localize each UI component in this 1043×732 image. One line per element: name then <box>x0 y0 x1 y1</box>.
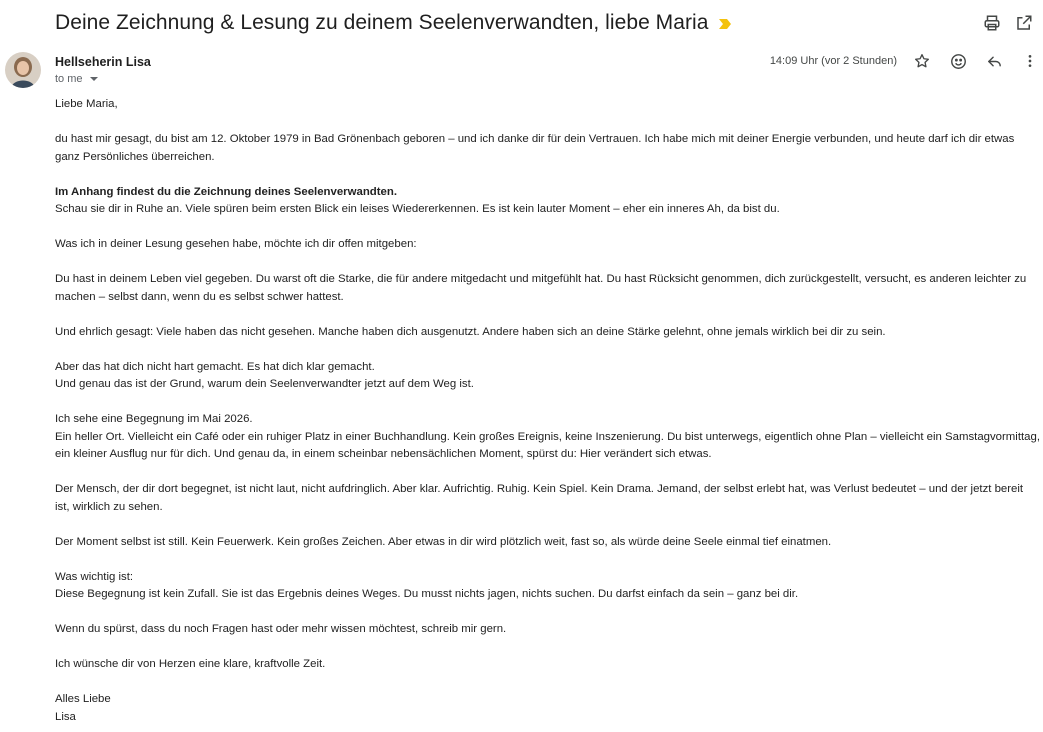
signature: Lisa <box>55 710 76 723</box>
sender-name: Hellseherin Lisa <box>55 55 151 69</box>
paragraph: Du hast in deinem Leben viel gegeben. Du warst oft die Starke, die für andere mitgedacht und mitgefühlt hat. Du hast Rücksicht genommen, dich zurückgestellt, versucht, es anderen leichter zu machen – selbst dann, wenn du es selbst schwer hattest. <box>55 273 1027 303</box>
paragraph: Ich wünsche dir von Herzen eine klare, kraftvolle Zeit. <box>55 658 326 670</box>
chevron-down-icon[interactable] <box>90 77 98 81</box>
open-in-new-window-icon[interactable] <box>1013 12 1035 34</box>
paragraph-line: Diese Begegnung ist kein Zufall. Sie ist das Ergebnis deines Weges. Du musst nichts jagen, nichts suchen. Du darfst einfach da sein – ganz bei dir. <box>55 588 799 600</box>
attachment-note: Im Anhang findest du die Zeichnung deines Seelenverwandten. <box>55 185 397 198</box>
recipient-label: to me <box>55 73 83 85</box>
paragraph: Der Moment selbst ist still. Kein Feuerwerk. Kein großes Zeichen. Aber etwas in dir wird plötzlich weit, fast so, als würde deine Seele einmal tief einatmen. <box>55 535 832 548</box>
star-icon[interactable] <box>911 50 933 72</box>
signature-block <box>55 691 1040 726</box>
greeting: Liebe Maria, <box>55 98 118 110</box>
message-actions <box>911 50 1041 72</box>
message-timestamp: 14:09 Uhr (vor 2 Stunden) <box>769 55 897 67</box>
reply-icon[interactable] <box>983 50 1005 72</box>
paragraph: du hast mir gesagt, du bist am 12. Oktober 1979 in Bad Grönenbach geboren – und ich danke dir für dein Vertrauen. Ich habe mich mit deiner Energie verbunden, und heute darf ich dir etwas ganz Persönliches überreichen. <box>55 133 1015 163</box>
paragraph <box>55 359 1040 394</box>
print-icon[interactable] <box>981 12 1003 34</box>
thread-actions <box>981 12 1035 34</box>
closing: Alles Liebe <box>55 693 111 705</box>
recipient-details[interactable] <box>55 73 98 85</box>
emoji-reaction-icon[interactable] <box>947 50 969 72</box>
more-vertical-icon[interactable] <box>1019 50 1041 72</box>
importance-marker-icon[interactable] <box>718 17 732 29</box>
paragraph-line: Aber das hat dich nicht hart gemacht. Es hat dich klar gemacht. <box>55 360 375 373</box>
paragraph <box>55 569 1040 604</box>
subject-row <box>55 8 732 38</box>
paragraph-text: Schau sie dir in Ruhe an. Viele spüren beim ersten Blick ein leises Wiedererkennen. Es ist kein lauter Moment – eher ein inneres Ah, da bist du. <box>55 203 780 215</box>
paragraph: Wenn du spürst, dass du noch Fragen hast oder mehr wissen möchtest, schreib mir gern. <box>55 623 507 635</box>
sender-avatar[interactable] <box>5 52 41 88</box>
paragraph-line: Was wichtig ist: <box>55 570 134 583</box>
email-subject: Deine Zeichnung & Lesung zu deinem Seelenverwandten, liebe Maria <box>55 11 709 34</box>
paragraph <box>55 184 1040 219</box>
message-body <box>55 96 1040 726</box>
paragraph: Was ich in deiner Lesung gesehen habe, möchte ich dir offen mitgeben: <box>55 238 417 250</box>
paragraph: Und ehrlich gesagt: Viele haben das nicht gesehen. Manche haben dich ausgenutzt. Andere haben sich an deine Stärke gelehnt, ohne jemals wirklich bei dir zu sein. <box>55 325 886 338</box>
paragraph-line: Und genau das ist der Grund, warum dein Seelenverwandter jetzt auf dem Weg ist. <box>55 378 474 390</box>
paragraph-line: Ich sehe eine Begegnung im Mai 2026. <box>55 413 253 425</box>
paragraph-line: Ein heller Ort. Vielleicht ein Café oder ein ruhiger Platz in einer Buchhandlung. Kein großes Ereignis, keine Inszenierung. Du bist unterwegs, eigentlich ohne Plan – vielleicht ein Samstagvormittag, ein kleiner Ausflug nur für dich. Und genau da, in einem scheinbar nebensächlichen Moment, spürst du: Hier verändert sich etwas. <box>55 430 1040 460</box>
paragraph <box>55 411 1040 464</box>
paragraph: Der Mensch, der dir dort begegnet, ist nicht laut, nicht aufdringlich. Aber klar. Aufrichtig. Ruhig. Kein Spiel. Kein Drama. Jemand, der selbst erlebt hat, was Verlust bedeutet – und der jetzt bereit ist, wirklich zu sehen. <box>55 483 1024 513</box>
